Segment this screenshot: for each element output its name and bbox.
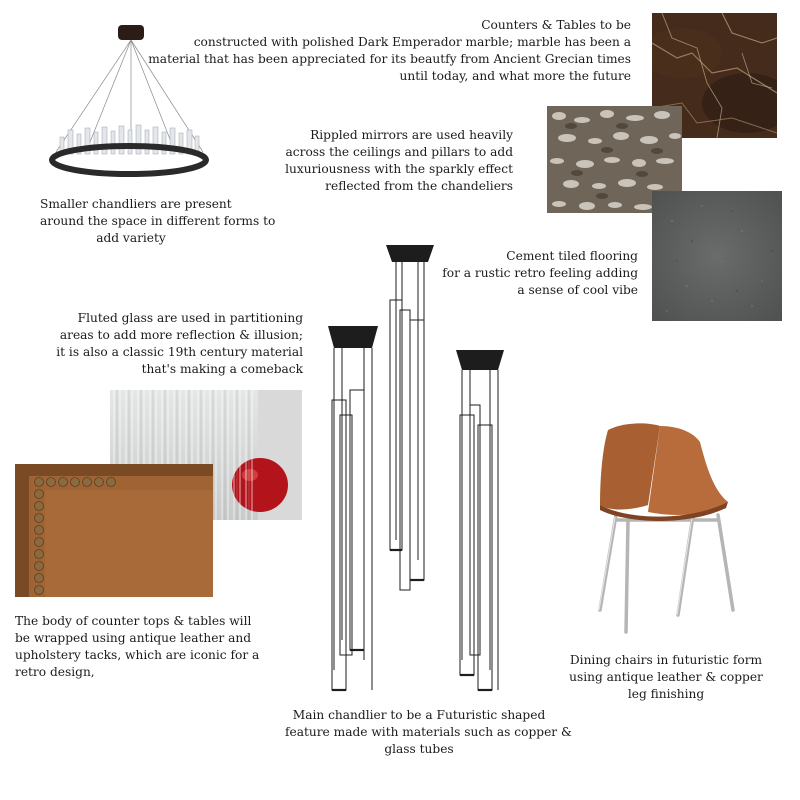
cement-swatch [652, 191, 782, 321]
marble-caption: Counters & Tables to be constructed with polished Dark Emperador marble; marble has been a material that has been appreciated for its beautfy from Ancient Grecian times until today, and what more the future [148, 18, 631, 83]
main-chandelier-image [320, 240, 510, 695]
leather-caption: The body of counter tops & tables will be wrapped using antique leather and upholstery tacks, which are iconic for a retro design, [15, 614, 260, 679]
fluted-glass-caption: Fluted glass are used in partitioning areas to add more reflection & illusion; it is also a classic 19th century material that's making a comeback [56, 311, 303, 376]
leather-tacks-image [15, 464, 213, 597]
small-chandelier-caption: Smaller chandliers are present around the space in different forms to add variety [40, 197, 276, 245]
leather-chair-image [588, 420, 738, 635]
main-chandelier-caption: Main chandlier to be a Futuristic shaped feature made with materials such as copper & glass tubes [285, 708, 572, 756]
rippled-mirror-caption: Rippled mirrors are used heavily across the ceilings and pillars to add luxuriousness with the sparkly effect reflected from the chandeliers [285, 128, 513, 193]
dining-chairs-caption: Dining chairs in futuristic form using antique leather & copper leg finishing [569, 653, 763, 701]
cement-caption: Cement tiled flooring for a rustic retro feeling adding a sense of cool vibe [442, 249, 638, 297]
